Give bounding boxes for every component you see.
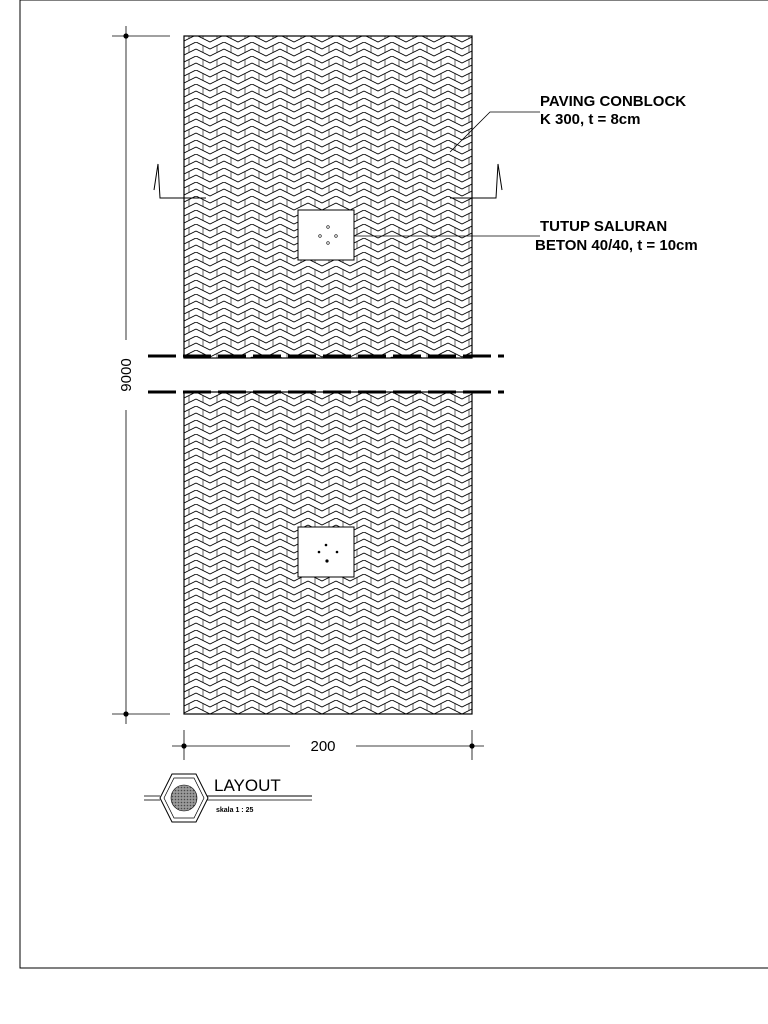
height-dimension-label: 9000: [118, 358, 135, 392]
paving-area: [184, 36, 472, 714]
scale-label: skala 1 : 25: [216, 807, 254, 814]
paving-strip-upper: [184, 36, 472, 358]
title-label: LAYOUT: [214, 776, 281, 795]
break-lines: [148, 356, 504, 392]
drain-cover-lower: [298, 527, 354, 577]
drain-cover-upper: [298, 210, 354, 260]
cover-label-line1: TUTUP SALURAN: [540, 218, 668, 235]
width-dimension-label: 200: [310, 738, 336, 755]
cover-label-line2: BETON 40/40, t = 10cm: [535, 237, 698, 254]
paving-label-line2: K 300, t = 8cm: [540, 111, 641, 128]
paving-label-line1: PAVING CONBLOCK: [540, 93, 687, 110]
